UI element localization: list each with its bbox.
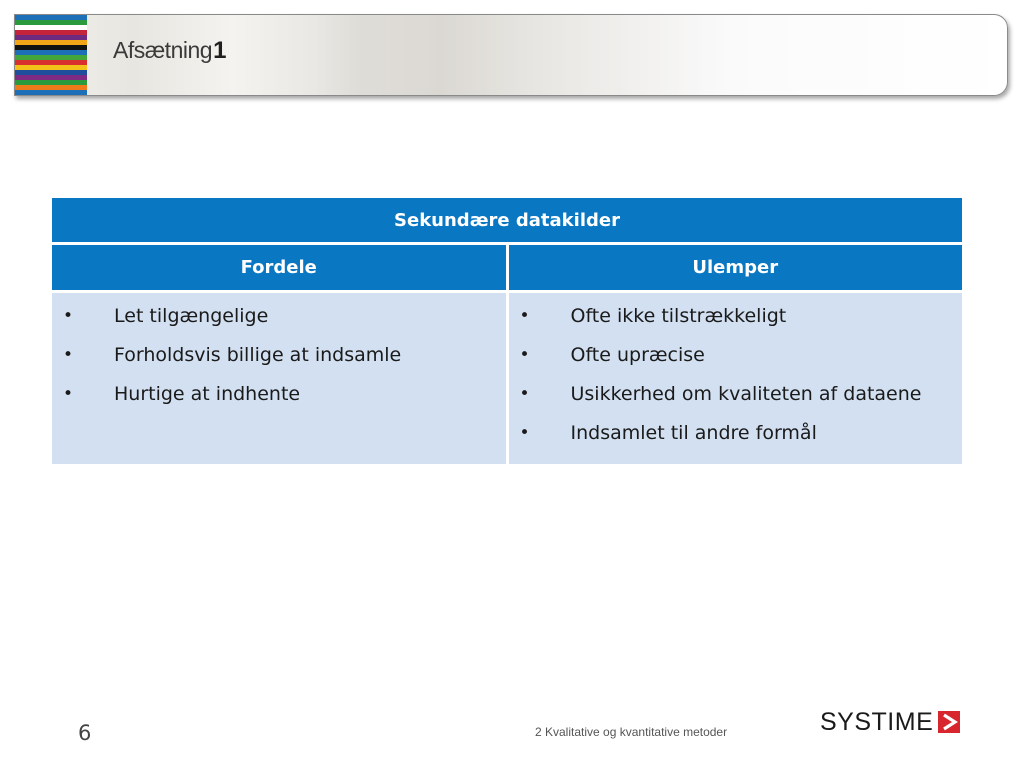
table-title: Sekundære datakilder bbox=[52, 198, 962, 244]
bullet: • bbox=[519, 423, 530, 443]
list-item bbox=[509, 343, 963, 367]
list-item-text: Usikkerhed om kvaliteten af dataene bbox=[570, 383, 922, 405]
color-stripes-logo bbox=[15, 15, 87, 95]
bullet: • bbox=[63, 306, 74, 326]
list-item-text: Hurtige at indhente bbox=[114, 383, 301, 405]
table-header-row bbox=[52, 244, 962, 292]
list-item bbox=[52, 382, 506, 406]
banner-background bbox=[315, 15, 735, 95]
bullet: • bbox=[519, 384, 530, 404]
banner-title bbox=[113, 37, 226, 65]
bullet: • bbox=[519, 306, 530, 326]
ulemper-list bbox=[509, 304, 963, 445]
ulemper-cell bbox=[507, 292, 962, 465]
column-header-ulemper: Ulemper bbox=[507, 244, 962, 292]
logo-text: SYSTIME bbox=[820, 707, 934, 736]
bullet: • bbox=[519, 345, 530, 365]
comparison-table bbox=[52, 198, 962, 464]
fordele-list bbox=[52, 304, 506, 406]
list-item bbox=[509, 382, 963, 406]
chapter-label: 2 Kvalitative og kvantitative metoder bbox=[535, 725, 728, 739]
table-body-row bbox=[52, 292, 962, 465]
list-item-text: Forholdsvis billige at indsamle bbox=[114, 344, 402, 366]
list-item bbox=[52, 304, 506, 328]
list-item-text: Ofte upræcise bbox=[570, 344, 705, 366]
color-stripe bbox=[15, 90, 87, 95]
bullet: • bbox=[63, 384, 74, 404]
list-item-text: Let tilgængelige bbox=[114, 305, 269, 327]
header-banner bbox=[14, 14, 1008, 96]
list-item bbox=[509, 304, 963, 328]
banner-title-number: 1 bbox=[213, 37, 226, 64]
banner-title-text: Afsætning bbox=[113, 37, 213, 63]
list-item-text: Indsamlet til andre formål bbox=[570, 422, 817, 444]
table-title-row bbox=[52, 198, 962, 244]
play-arrow-icon bbox=[938, 711, 960, 733]
fordele-cell bbox=[52, 292, 507, 465]
column-header-fordele: Fordele bbox=[52, 244, 507, 292]
page-number: 6 bbox=[78, 721, 92, 745]
list-item bbox=[509, 421, 963, 445]
list-item-text: Ofte ikke tilstrækkeligt bbox=[570, 305, 787, 327]
list-item bbox=[52, 343, 506, 367]
bullet: • bbox=[63, 345, 74, 365]
systime-logo bbox=[820, 707, 960, 737]
